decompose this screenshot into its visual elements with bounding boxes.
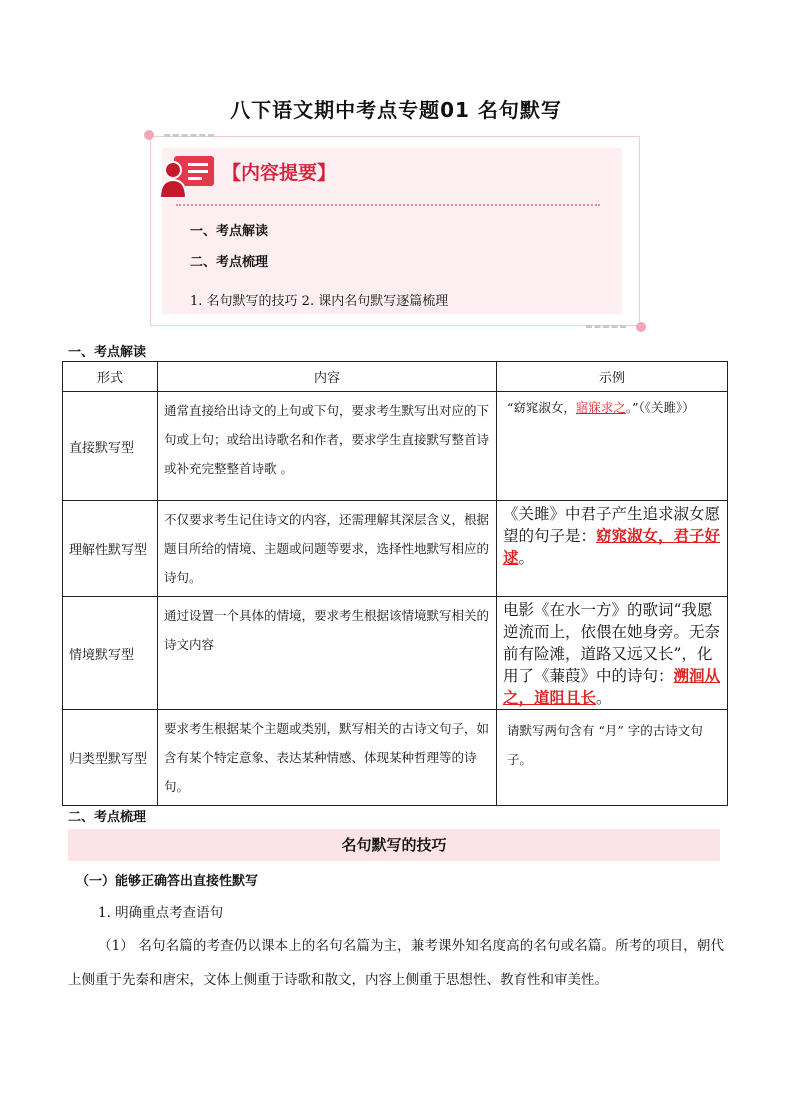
example-cell: [497, 392, 728, 501]
summary-item: 一、考点解读: [190, 224, 269, 239]
summary-topics: 1. 名句默写的技巧 2. 课内名句默写逐篇梳理: [190, 294, 449, 309]
content-cell: 通常直接给出诗文的上句或下句，要求考生默写出对应的下句或上句；或给出诗歌名和作者，要求学生直接默写整首诗或补充完整整首诗歌 。: [158, 392, 497, 501]
page-title: 八下语文期中考点专题01 名句默写: [230, 98, 562, 122]
column-header: 内容: [158, 362, 497, 392]
example-answer: 溯洄从之，道阻且长: [503, 666, 721, 707]
column-header: 形式: [63, 362, 158, 392]
content-cell: 不仅要求考生记住诗文的内容，还需理解其深层含义，根据题目所给的情境、主题或问题等要求，选择性地默写相应的诗句。: [158, 501, 497, 597]
table-row: [63, 597, 728, 710]
body-paragraph: （1） 名句名篇的考查仍以课本上的名句名篇为主，兼考课外知名度高的名句或名篇。所考的项目，朝代上侧重于先秦和唐宋，文体上侧重于诗歌和散文，内容上侧重于思想性、教育性和审美性。: [68, 938, 724, 988]
example-text: 《关雎》中君子产生追求淑女愿望的句子是：: [503, 505, 721, 545]
summary-box: [150, 136, 640, 326]
decor-dot: [636, 322, 646, 332]
section-heading: 一、考点解读: [68, 345, 147, 360]
presenter-icon: [160, 154, 216, 198]
example-cell: [497, 710, 728, 806]
example-answer: 寤寐求之: [575, 400, 626, 415]
table-header-row: [63, 362, 728, 392]
decor-dash: [164, 134, 214, 137]
point-heading: 1. 明确重点考查语句: [98, 905, 224, 921]
form-cell: 归类型默写型: [63, 710, 158, 806]
example-text: 请默写两句含有 “月” 字的古诗文句子。: [507, 723, 703, 767]
dotted-divider: [176, 204, 600, 206]
topic-bar: 名句默写的技巧: [68, 829, 720, 861]
subheading: （一）能够正确答出直接性默写: [76, 874, 259, 889]
table-row: [63, 392, 728, 501]
summary-heading: 【内容提要】: [222, 162, 337, 184]
exam-point-table: [62, 361, 728, 806]
example-cell: [497, 501, 728, 597]
example-cell: [497, 597, 728, 710]
example-text: 。: [596, 689, 612, 707]
example-text: 电影《在水一方》的歌词“我愿逆流而上，依偎在她身旁。无奈前有险滩，道路又远又长”，化用了《蒹葭》中的诗句：: [503, 601, 721, 685]
section-heading: 二、考点梳理: [68, 810, 147, 825]
example-text: “窈窕淑女，: [507, 400, 576, 415]
example-text: 。: [518, 549, 535, 567]
content-cell: 通过设置一个具体的情境，要求考生根据该情境默写相关的诗文内容: [158, 597, 497, 710]
decor-dot: [144, 130, 154, 140]
table-row: [63, 710, 728, 806]
summary-item: 二、考点梳理: [190, 255, 269, 270]
content-cell: 要求考生根据某个主题或类别，默写相关的古诗文句子，如含有某个特定意象、表达某种情感、体现某种哲理等的诗句。: [158, 710, 497, 806]
form-cell: 直接默写型: [63, 392, 158, 501]
table-row: [63, 501, 728, 597]
form-cell: 情境默写型: [63, 597, 158, 710]
decor-dash: [586, 325, 626, 328]
form-cell: 理解性默写型: [63, 501, 158, 597]
example-text: 。”（《关雎》）: [625, 400, 695, 415]
example-answer: 窈窕淑女，君子好逑: [503, 526, 721, 567]
column-header: 示例: [497, 362, 728, 392]
